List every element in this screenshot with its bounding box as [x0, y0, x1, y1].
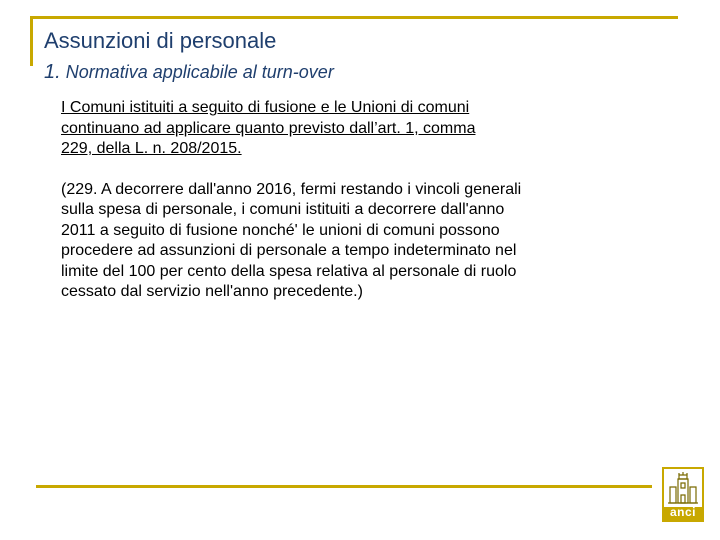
subtitle-number: 1. — [44, 61, 61, 83]
slide-body — [61, 98, 581, 303]
quoted-law-paragraph: (229. A decorrere dall'anno 2016, fermi restando i vincoli generali sulla spesa di personale, i comuni istituiti a decorrere dall'anno 2011 a seguito di fusione nonché' le unioni di comuni possono procedere ad assunzioni di personale a tempo indeterminato nel limite del 100 per cento della spesa relativa al personale di ruolo cessato dal servizio nell'anno precedente.) — [61, 180, 522, 300]
town-hall-tower-icon — [664, 469, 702, 507]
frame-bottom-rule — [36, 485, 652, 488]
frame-left-rule — [30, 16, 33, 66]
lead-paragraph: I Comuni istituiti a seguito di fusione e le Unioni di comuni continuano ad applicare quanto previsto dall’art. 1, comma 229, della L. n. 208/2015. — [61, 99, 476, 157]
slide-subtitle — [44, 61, 334, 84]
logo-text: anci — [669, 505, 696, 519]
anci-logo — [662, 467, 704, 522]
subtitle-text: Normativa applicabile al turn-over — [60, 62, 334, 82]
frame-top-rule — [30, 16, 678, 19]
slide-title: Assunzioni di personale — [44, 28, 277, 53]
